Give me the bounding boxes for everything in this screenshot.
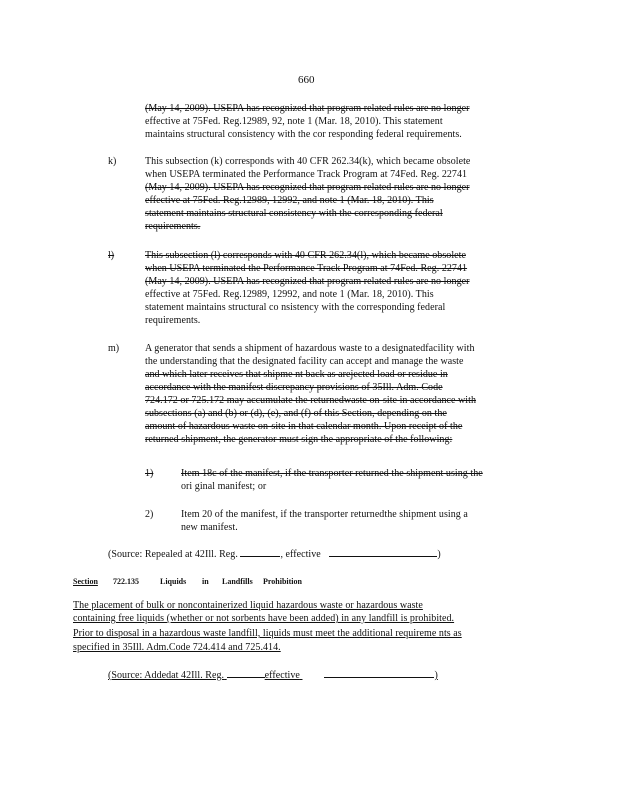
text-line: effective at 75Fed. Reg.12989, 12992, and note 1 (Mar. 18, 2010). This <box>145 195 434 206</box>
subitem-label: 1) <box>145 468 154 479</box>
blank-reg-field <box>227 668 265 678</box>
blank-effective-field <box>329 547 437 557</box>
blank-reg-field <box>240 547 280 557</box>
text-line: (May 14, 2009). USEPA has recognized that program related rules are no longer <box>145 276 470 287</box>
section-title-word: Landfills <box>222 577 253 586</box>
source-note-added <box>108 668 438 682</box>
item-label: l) <box>108 250 115 261</box>
text-line: This subsection (k) corresponds with 40 CFR 262.34(k), which became obsolete <box>145 156 471 167</box>
section-number: 722.135 <box>113 577 139 586</box>
item-label: m) <box>108 343 120 354</box>
text-line: maintains structural consistency with the cor responding federal requirements. <box>145 129 462 140</box>
text-line: effective at 75Fed. Reg.12989, 92, note 1 (Mar. 18, 2010). This statement <box>145 116 443 127</box>
source-middle: , effective <box>280 549 321 560</box>
section-title-word: Prohibition <box>263 577 302 586</box>
text-line: (May 14, 2009). USEPA has recognized that program related rules are no longer <box>145 103 470 114</box>
text-line: effective at 75Fed. Reg.12989, 12992, and note 1 (Mar. 18, 2010). This <box>145 289 434 300</box>
section-label: Section <box>73 577 98 586</box>
source-prefix: (Source: Addedat 42Ill. Reg. <box>108 670 225 681</box>
text-line: The placement of bulk or noncontainerized liquid hazardous waste or hazardous waste <box>73 600 423 611</box>
source-suffix: ) <box>434 670 438 681</box>
section-title-word: in <box>202 577 209 586</box>
text-line: when USEPA terminated the Performance Track Program at 74Fed. Reg. 22741 <box>145 169 468 180</box>
text-line: 724.172 or 725.172 may accumulate the returnedwaste on-site in accordance with <box>145 395 477 406</box>
text-line: returned shipment, the generator must sign the appropriate of the following: <box>145 434 453 445</box>
text-line: when USEPA terminated the Performance Track Program at 74Fed. Reg. 22741 <box>145 263 468 274</box>
source-prefix: (Source: Repealed at 42Ill. Reg. <box>108 549 238 560</box>
text-line: (May 14, 2009). USEPA has recognized that program related rules are no longer <box>145 182 470 193</box>
text-line: amount of hazardous waste on-site in that calendar month. Upon receipt of the <box>145 421 463 432</box>
blank-effective-field <box>324 668 434 678</box>
subitem-label: 2) <box>145 509 154 520</box>
text-line: subsections (a) and (b) or (d), (e), and (f) of this Section, depending on the <box>145 408 447 419</box>
source-note-repealed <box>108 547 441 561</box>
text-line: specified in 35Ill. Adm.Code 724.414 and 725.414. <box>73 642 281 653</box>
text-line: and which later receives that shipme nt back as arejected load or residue in <box>145 369 448 380</box>
text-line: accordance with the manifest discrepancy provisions of 35Ill. Adm. Code <box>145 382 443 393</box>
item-label: k) <box>108 156 117 167</box>
text-line: This subsection (l) corresponds with 40 CFR 262.34(l), which became obsolete <box>145 250 466 261</box>
section-title-word: Liquids <box>160 577 187 586</box>
text-line: Item 20 of the manifest, if the transporter returnedthe shipment using a <box>181 509 468 520</box>
text-line: statement maintains structural co nsistency with the corresponding federal <box>145 302 446 313</box>
text-line: Item 18c of the manifest, if the transporter returned the shipment using the <box>181 468 483 479</box>
text-line: the understanding that the designated facility can accept and manage the waste <box>145 356 464 367</box>
text-line: A generator that sends a shipment of hazardous waste to a designatedfacility with <box>145 343 475 354</box>
section-heading <box>73 577 323 587</box>
text-line: requirements. <box>145 221 201 232</box>
source-middle: effective <box>264 670 300 681</box>
text-line: containing free liquids (whether or not sorbents have been added) in any landfill is prohibited. <box>73 613 455 624</box>
text-line: new manifest. <box>181 522 238 533</box>
text-line: requirements. <box>145 315 201 326</box>
source-suffix: ) <box>437 549 441 560</box>
text-line: statement maintains structural consistency with the corresponding federal <box>145 208 443 219</box>
page-number: 660 <box>298 74 315 86</box>
text-line: ori ginal manifest; or <box>181 481 267 492</box>
text-line: Prior to disposal in a hazardous waste landfill, liquids must meet the additional requireme nts as <box>73 628 462 639</box>
